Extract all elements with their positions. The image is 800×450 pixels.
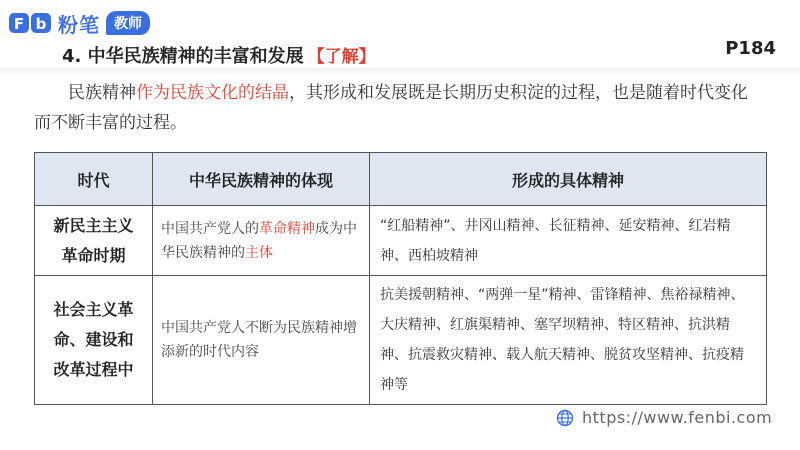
embodiment-cell — [153, 206, 370, 276]
embodiment-text: 中国共产党人的 — [161, 220, 259, 237]
era-line: 新民主主义 — [53, 215, 134, 235]
header-divider — [0, 68, 800, 76]
table-header-row — [35, 153, 767, 206]
fb-logo-icon — [8, 9, 54, 37]
header-era: 时代 — [35, 153, 153, 206]
svg-text:F: F — [13, 15, 25, 33]
spirits-cell: 抗美援朝精神、“两弹一星”精神、雷锋精神、焦裕禄精神、大庆精神、红旗渠精神、塞罕坝精神、特区精神、抗洪精神、抗震救灾精神、载人航天精神、脱贫攻坚精神、抗疫精神等 — [370, 276, 767, 405]
era-line: 革命时期 — [61, 245, 126, 265]
embodiment-cell: 中国共产党人不断为民族精神增添新的时代内容 — [153, 276, 370, 405]
page-number: P184 — [725, 38, 776, 59]
website-url[interactable]: https://www.fenbi.com — [582, 408, 773, 427]
spirits-cell: “红船精神”、井冈山精神、长征精神、延安精神、红岩精神、西柏坡精神 — [370, 206, 767, 276]
intro-text-start: 民族精神 — [68, 83, 136, 103]
intro-text-end: ，其形成和发展既是长期历史积淀的过程，也是随着时代变化而不断丰富的过程。 — [34, 83, 748, 133]
era-line: 命、建设和 — [53, 330, 134, 349]
spirit-table — [34, 152, 767, 405]
intro-highlight: 作为民族文化的结晶 — [136, 83, 289, 103]
header-spirits: 形成的具体精神 — [370, 153, 767, 206]
table-row — [35, 206, 767, 276]
era-cell — [35, 276, 153, 405]
era-line: 改革过程中 — [53, 360, 134, 379]
embodiment-highlight: 革命精神 — [259, 220, 315, 237]
section-tag: 【了解】 — [307, 47, 376, 67]
logo-sub-badge: 教师 — [106, 11, 150, 35]
logo-brand: 粉笔 — [58, 12, 100, 37]
svg-text:b: b — [35, 15, 47, 33]
embodiment-highlight: 主体 — [245, 244, 273, 261]
embodiment-text: 成为中华民族精神的 — [161, 220, 357, 261]
globe-icon — [556, 409, 574, 427]
intro-paragraph — [34, 78, 764, 138]
section-heading — [62, 42, 376, 68]
section-title: 4. 中华民族精神的丰富和发展 — [62, 46, 304, 67]
header-embodiment: 中华民族精神的体现 — [153, 153, 370, 206]
footer — [556, 408, 772, 427]
fenbi-logo — [8, 6, 150, 40]
era-cell — [35, 206, 153, 276]
era-line: 社会主义革 — [53, 300, 134, 319]
table-row — [35, 276, 767, 405]
